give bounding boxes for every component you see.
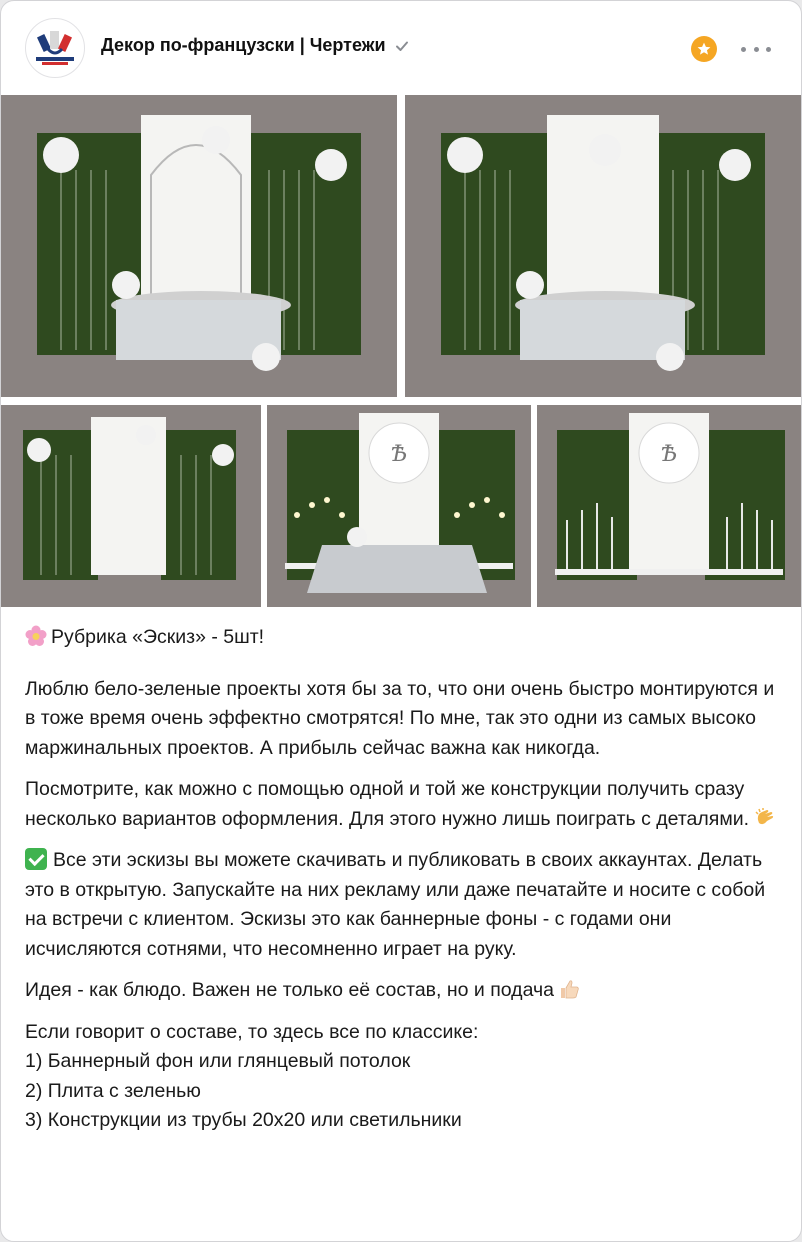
- thumbs-up-icon: [558, 977, 582, 1001]
- clapping-hands-icon: [753, 806, 777, 830]
- photo-gallery: [1, 95, 801, 607]
- gallery-photo-1[interactable]: [1, 95, 397, 397]
- list-item: 3) Конструкции из трубы 20х20 или светильники: [25, 1109, 462, 1131]
- checkmark-box-icon: [25, 848, 47, 870]
- star-icon: [696, 41, 712, 57]
- list-item: 2) Плита с зеленью: [25, 1079, 201, 1102]
- backdrop-sketch-image: [1, 95, 397, 397]
- community-avatar[interactable]: [25, 18, 85, 78]
- paragraph-4: Идея - как блюдо. Важен не только её состав, но и подача: [25, 976, 785, 1006]
- gallery-photo-4[interactable]: [267, 405, 531, 607]
- post-text: [25, 623, 785, 1136]
- gallery-photo-3[interactable]: [1, 405, 261, 607]
- dot: [766, 47, 771, 52]
- paragraph-2: Посмотрите, как можно с помощью одной и той же конструкции получить сразу несколько вариантов оформления. Для этого нужно лишь поиграть с деталями.: [25, 775, 785, 834]
- list-item: 1) Баннерный фон или глянцевый потолок: [25, 1050, 411, 1072]
- paragraph-1: Люблю бело-зеленые проекты хотя бы за то, что они очень быстро монтируются и в тоже время очень эффектно смотрятся! По мне, так это одни из самых высоко маржинальных проектов. А прибыль сейчас важна как никогда.: [25, 677, 775, 759]
- dot: [754, 47, 759, 52]
- checkmark-icon: [394, 38, 410, 54]
- post-header: [1, 1, 801, 95]
- backdrop-sketch-image: [1, 405, 261, 607]
- svg-text:Ѣ: Ѣ: [390, 442, 408, 467]
- paragraph-5: Если говорит о составе, то здесь все по классике:: [25, 1020, 479, 1043]
- gallery-photo-5[interactable]: [537, 405, 801, 607]
- flower-icon: [25, 625, 47, 647]
- backdrop-sketch-image: [267, 405, 531, 607]
- paragraph-3: Все эти эскизы вы можете скачивать и публиковать в своих аккаунтах. Делать это в открытую. Запускайте на них рекламу или даже печатайте и носите с собой на встречи с клиентом. Эскизы это как баннерные фоны - с годами они исчисляются сотнями, что несомненно играет на руку.: [25, 849, 766, 960]
- community-name[interactable]: Декор по-французски | Чертежи: [101, 35, 386, 55]
- svg-text:Ѣ: Ѣ: [660, 442, 678, 467]
- backdrop-sketch-image: [405, 95, 801, 397]
- backdrop-sketch-image: [537, 405, 801, 607]
- post-heading: Рубрика «Эскиз» - 5шт!: [25, 623, 785, 653]
- gallery-photo-2[interactable]: [405, 95, 801, 397]
- favorite-button[interactable]: [691, 36, 717, 62]
- more-options-button[interactable]: [741, 37, 771, 61]
- dot: [741, 47, 746, 52]
- logo-icon: [26, 19, 84, 77]
